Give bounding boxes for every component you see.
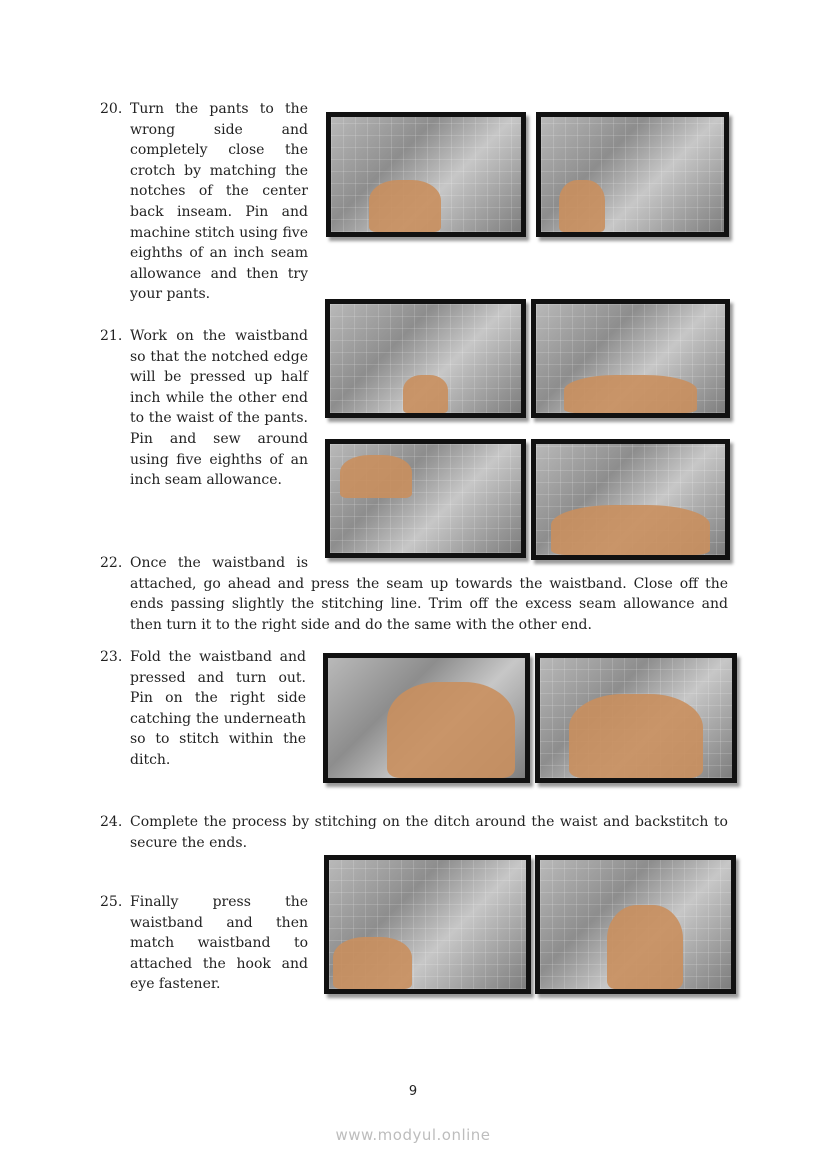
photo-step-23a <box>323 653 530 783</box>
step-text: Complete the process by stitching on the ditch around the waist and backstitch to secure the ends. <box>130 814 728 851</box>
step-number: 21. <box>100 328 123 344</box>
step-text: Turn the pants to the wrong side and completely close the crotch by matching the notches of the center back inseam. Pin and machine stitch using five eighths of an inch seam allowance and then try your pants. <box>130 101 308 303</box>
photo-step-20b <box>536 112 729 237</box>
step-number: 20. <box>100 101 123 117</box>
step-number: 25. <box>100 894 123 910</box>
photo-step-20a <box>326 112 526 237</box>
photo-step-23b <box>535 653 737 783</box>
step-24 <box>100 812 728 853</box>
step-number: 22. <box>100 555 123 571</box>
photo-step-21b <box>531 299 730 418</box>
step-text: Fold the waistband and pressed and turn out. Pin on the right side catching the underneath so to stitch within the ditch. <box>130 649 306 768</box>
step-text: Work on the waistband so that the notched edge will be pressed up half inch while the other end to the waist of the pants. Pin and sew around using five eighths of an inch seam allowance. <box>130 328 308 489</box>
step-text: Once the waistband is attached, go ahead and press the seam up towards the waistband. Close off the ends passing slightly the stitching line. Trim off the excess seam allowance and then turn it to the right side and do the same with the other end. <box>130 555 728 633</box>
photo-step-25b <box>535 855 736 994</box>
step-number: 23. <box>100 649 123 665</box>
photo-step-25a <box>324 855 531 994</box>
photo-step-21d <box>531 439 730 560</box>
step-22 <box>100 553 728 635</box>
step-text: Finally press the waistband and then match waistband to attached the hook and eye fastener. <box>130 894 308 993</box>
step-number: 24. <box>100 814 123 830</box>
watermark: www.modyul.online <box>335 1126 491 1144</box>
page-number: 9 <box>408 1084 418 1099</box>
photo-step-21a <box>325 299 526 418</box>
photo-step-21c <box>325 439 526 558</box>
